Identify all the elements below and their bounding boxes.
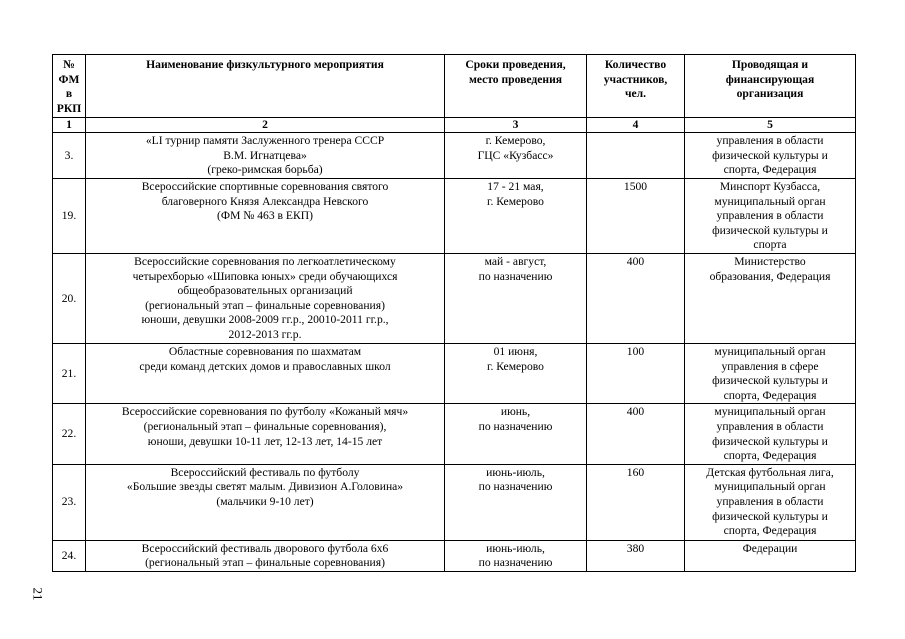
- text-line: по назначению: [478, 556, 553, 570]
- table-row: [53, 133, 856, 179]
- text-line: (региональный этап – финальные соревнования): [145, 556, 385, 570]
- row-dates-place: [445, 179, 587, 254]
- text-line: (мальчики 9-10 лет): [216, 494, 314, 508]
- text-line: управления в области: [716, 209, 824, 223]
- text-line: г. Кемерово: [487, 359, 544, 373]
- row-organization: [685, 133, 856, 179]
- row-organization: [685, 404, 856, 464]
- row-fm-number: 22.: [53, 404, 86, 464]
- text-line: июнь-июль,: [486, 541, 545, 555]
- row-dates-place: [445, 404, 587, 464]
- table-body: [53, 133, 856, 572]
- text-line: Министерство: [734, 254, 806, 268]
- row-dates-place: [445, 540, 587, 571]
- row-dates-place: [445, 133, 587, 179]
- text-line: Наименование физкультурного мероприятия: [146, 58, 384, 71]
- text-line: №: [63, 58, 75, 71]
- text-line: «Большие звезды светят малым. Дивизион А.Головина»: [126, 480, 404, 494]
- text-line: в: [65, 87, 73, 101]
- text-line: Всероссийские соревнования по футболу «Кожаный мяч»: [121, 405, 409, 419]
- text-line: Всероссийский фестиваль по футболу: [170, 465, 360, 479]
- row-organization: [685, 253, 856, 343]
- row-event-name: [86, 179, 445, 254]
- text-line: июнь-июль,: [486, 465, 545, 479]
- text-line: (ФМ № 463 в ЕКП): [217, 209, 313, 223]
- text-line: по назначению: [478, 419, 553, 433]
- row-participants: 1500: [587, 179, 685, 254]
- text-line: четырехборью «Шиповка юных» среди обучающихся: [132, 269, 398, 283]
- text-line: управления в области: [716, 494, 824, 508]
- text-line: Детская футбольная лига,: [706, 465, 834, 479]
- column-number: 1: [53, 118, 86, 133]
- text-line: организация: [736, 87, 804, 101]
- text-line: спорта: [753, 238, 787, 252]
- text-line: физической культуры и: [712, 223, 828, 237]
- text-line: муниципальный орган: [714, 480, 826, 494]
- row-fm-number: 24.: [53, 540, 86, 571]
- text-line: В.М. Игнатцева»: [223, 148, 307, 162]
- text-line: июнь,: [500, 405, 531, 419]
- text-line: Областные соревнования по шахматам: [168, 344, 362, 358]
- text-line: Федерации: [742, 541, 798, 555]
- column-number-row: [53, 118, 856, 133]
- row-fm-number: 19.: [53, 179, 86, 254]
- row-event-name: [86, 464, 445, 540]
- text-line: «LI турнир памяти Заслуженного тренера СССР: [145, 134, 385, 147]
- text-line: спорта, Федерация: [723, 388, 817, 402]
- text-line: муниципальный орган: [714, 344, 826, 358]
- table-row: [53, 404, 856, 464]
- text-line: финансирующая: [725, 72, 815, 86]
- events-table: [52, 54, 856, 572]
- text-line: физической культуры и: [712, 374, 828, 388]
- header-participants: [587, 55, 685, 118]
- text-line: место проведения: [468, 72, 563, 86]
- row-fm-number: 3.: [53, 133, 86, 179]
- text-line: муниципальный орган: [714, 194, 826, 208]
- text-line: Всероссийский фестиваль дворового футбола 6х6: [141, 541, 389, 555]
- row-participants: 380: [587, 540, 685, 571]
- row-fm-number: 21.: [53, 343, 86, 403]
- header-event-name: [86, 55, 445, 118]
- text-line: г. Кемерово: [487, 194, 544, 208]
- row-organization: [685, 179, 856, 254]
- row-participants: 400: [587, 404, 685, 464]
- text-line: управления в сфере: [721, 359, 819, 373]
- header-dates-place: [445, 55, 587, 118]
- table-row: [53, 253, 856, 343]
- text-line: ФМ: [58, 72, 80, 86]
- text-line: юноши, девушки 2008-2009 гг.р., 20010-2011 гг.р.,: [141, 313, 389, 327]
- text-line: РКП: [56, 101, 82, 115]
- row-organization: [685, 464, 856, 540]
- text-line: 01 июня,: [493, 344, 538, 358]
- text-line: Всероссийские соревнования по легкоатлетическому: [134, 254, 396, 268]
- table-row: [53, 464, 856, 540]
- text-line: управления в области: [716, 419, 824, 433]
- page-number: 21: [30, 587, 46, 601]
- text-line: среди команд детских домов и православных школ: [139, 359, 391, 373]
- column-number: 4: [587, 118, 685, 133]
- text-line: ГЦС «Кузбасс»: [477, 148, 554, 162]
- row-participants: 400: [587, 253, 685, 343]
- text-line: спорта, Федерация: [723, 449, 817, 463]
- column-number: 5: [685, 118, 856, 133]
- text-line: спорта, Федерация: [723, 524, 817, 538]
- text-line: физической культуры и: [712, 434, 828, 448]
- text-line: (греко-римская борьба): [207, 163, 323, 177]
- text-line: благоверного Князя Александра Невского: [161, 194, 369, 208]
- text-line: спорта, Федерация: [723, 163, 817, 177]
- row-participants: [587, 133, 685, 179]
- row-dates-place: [445, 464, 587, 540]
- text-line: участников,: [603, 72, 668, 86]
- row-fm-number: 23.: [53, 464, 86, 540]
- text-line: г. Кемерово,: [485, 134, 546, 147]
- row-dates-place: [445, 343, 587, 403]
- table-row: [53, 343, 856, 403]
- text-line: Всероссийские спортивные соревнования святого: [141, 180, 389, 193]
- text-line: (региональный этап – финальные соревнования),: [143, 419, 387, 433]
- text-line: по назначению: [478, 269, 553, 283]
- text-line: 2012-2013 гг.р.: [228, 327, 302, 341]
- text-line: (региональный этап – финальные соревнования): [145, 298, 385, 312]
- text-line: образования, Федерация: [709, 269, 831, 283]
- text-line: физической культуры и: [712, 148, 828, 162]
- row-organization: [685, 540, 856, 571]
- row-organization: [685, 343, 856, 403]
- text-line: муниципальный орган: [714, 405, 826, 419]
- table-row: [53, 540, 856, 571]
- row-event-name: [86, 133, 445, 179]
- text-line: по назначению: [478, 480, 553, 494]
- text-line: Проводящая и: [731, 58, 809, 71]
- text-line: Минспорт Кузбасса,: [719, 180, 821, 193]
- column-number: 2: [86, 118, 445, 133]
- row-dates-place: [445, 253, 587, 343]
- text-line: управления в области: [716, 134, 824, 147]
- text-line: чел.: [624, 87, 647, 101]
- row-event-name: [86, 404, 445, 464]
- text-line: общеобразовательных организаций: [177, 284, 353, 298]
- row-participants: 160: [587, 464, 685, 540]
- header-fm-number: [53, 55, 86, 118]
- text-line: Количество: [604, 58, 667, 71]
- row-event-name: [86, 540, 445, 571]
- table-header: [53, 55, 856, 133]
- table-row: [53, 179, 856, 254]
- row-fm-number: 20.: [53, 253, 86, 343]
- row-event-name: [86, 343, 445, 403]
- text-line: 17 - 21 мая,: [487, 180, 544, 193]
- row-participants: 100: [587, 343, 685, 403]
- text-line: Сроки проведения,: [465, 58, 566, 71]
- text-line: май - август,: [484, 254, 547, 268]
- row-event-name: [86, 253, 445, 343]
- text-line: физической культуры и: [712, 509, 828, 523]
- header-organization: [685, 55, 856, 118]
- text-line: юноши, девушки 10-11 лет, 12-13 лет, 14-15 лет: [147, 434, 383, 448]
- column-number: 3: [445, 118, 587, 133]
